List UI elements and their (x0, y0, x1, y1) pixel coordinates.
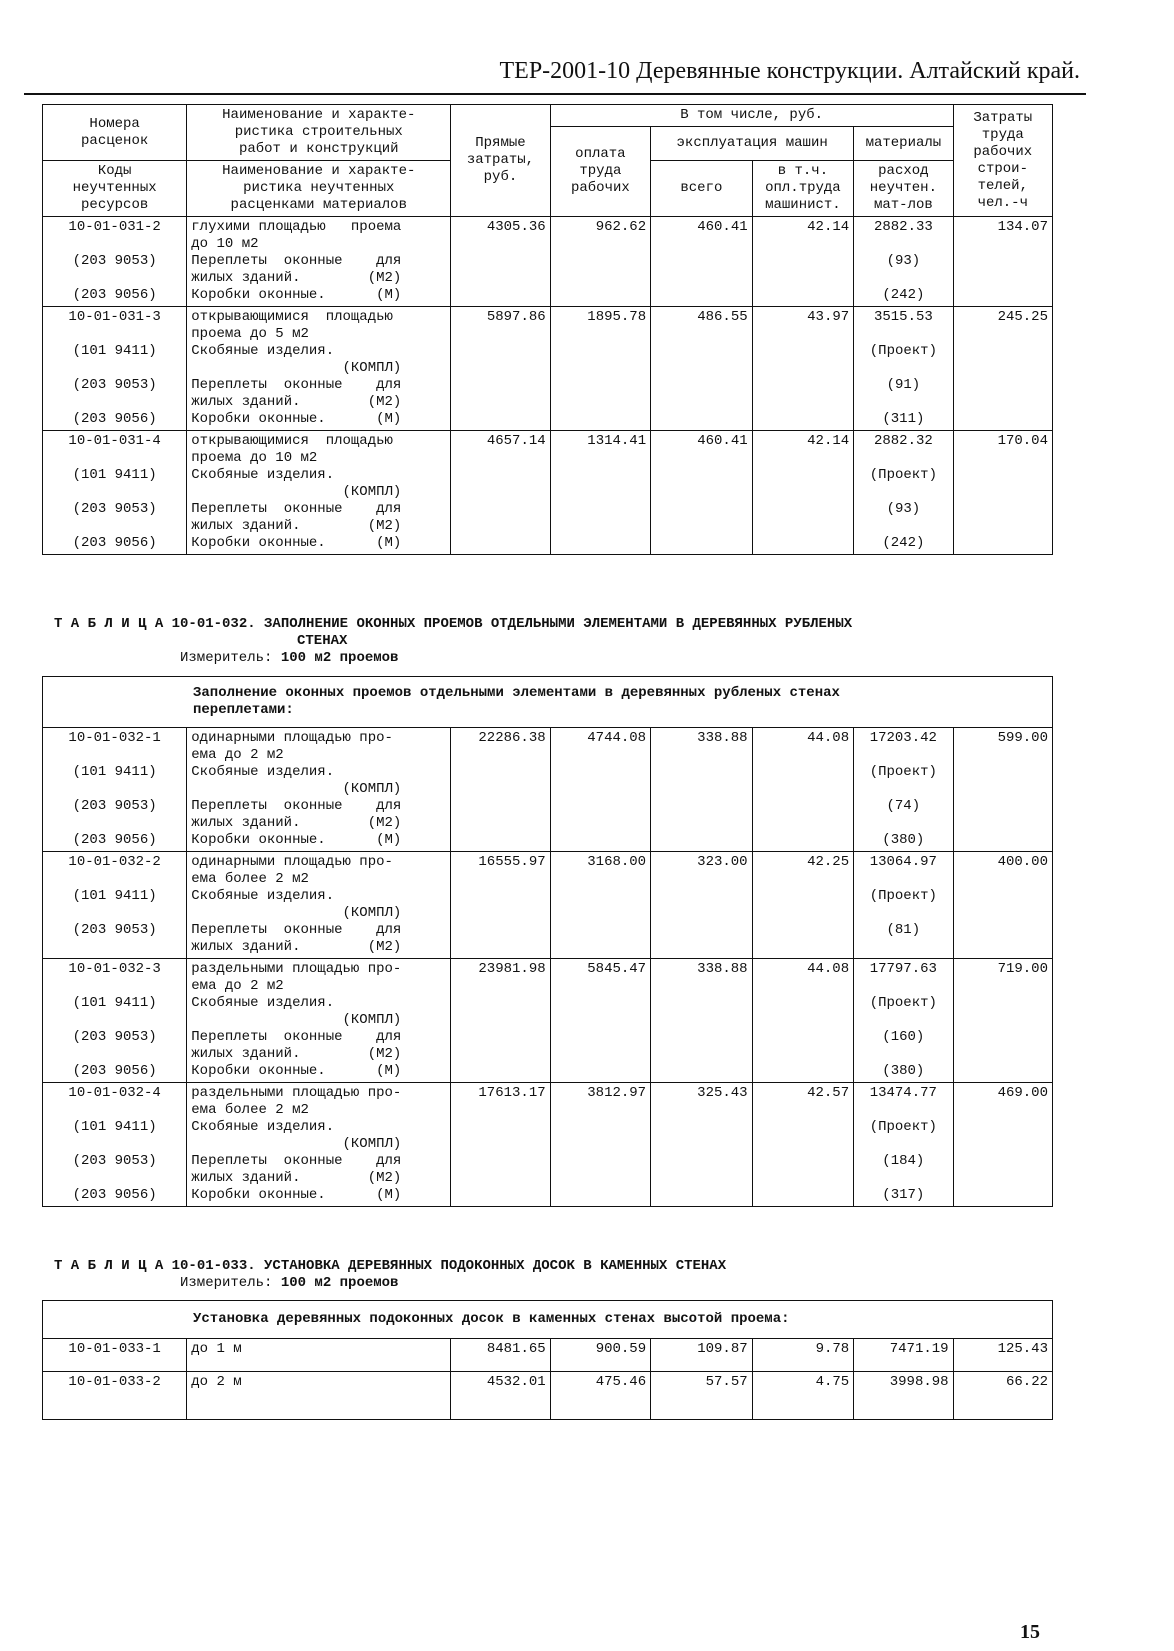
col-machines-total-header: всего (651, 161, 753, 217)
text-line: Номера (89, 115, 140, 132)
header-rule (24, 93, 1086, 95)
measure-unit (54, 650, 1054, 667)
materials-cell (854, 307, 953, 431)
col-labor-pay-header (550, 127, 650, 217)
value-labor: 475.46 (550, 1372, 650, 1420)
resource-name-line: жилых зданий. (М2) (191, 815, 402, 831)
table-row (43, 217, 1053, 307)
text-line: в т.ч. (777, 163, 829, 179)
resource-name-line: жилых зданий. (М2) (191, 394, 402, 410)
value-mach-incl: 42.25 (752, 852, 854, 959)
resource-qty: (317) (882, 1187, 925, 1203)
text-line: расход (878, 163, 929, 179)
resource-name-line: Переплеты оконные для (191, 798, 402, 814)
text-line: ема более 2 м2 (191, 871, 309, 887)
value-materials: 2882.32 (873, 433, 933, 449)
resource-qty: (311) (882, 411, 925, 427)
resource-qty: (380) (882, 1063, 925, 1079)
table-header (43, 105, 1053, 217)
resource-code: (203 9053) (72, 798, 157, 814)
text-line: открывающимися площадью (191, 433, 393, 449)
resource-qty: (160) (882, 1029, 925, 1045)
rate-name-cell (187, 852, 451, 959)
resource-name-line: (КОМПЛ) (191, 484, 402, 500)
text-line: чел.-ч (977, 194, 1028, 211)
resource-code: (203 9053) (72, 253, 157, 269)
resource-qty: (184) (882, 1153, 925, 1169)
resource-qty: (380) (882, 832, 925, 848)
resource-name-line: Коробки оконные. (М) (191, 535, 402, 551)
value-labor-hours: 66.22 (953, 1372, 1052, 1420)
text-line: труда (981, 126, 1024, 143)
col-machines-incl-header (752, 161, 854, 217)
resource-code: (203 9056) (72, 411, 157, 427)
value-labor: 3812.97 (550, 1083, 650, 1207)
value-materials: 17203.42 (869, 730, 937, 746)
value-mach-incl: 42.57 (752, 1083, 854, 1207)
resource-code: (203 9053) (72, 922, 157, 938)
value-mach: 460.41 (651, 431, 753, 555)
resource-name-line: жилых зданий. (М2) (191, 939, 402, 955)
value-direct: 17613.17 (451, 1083, 550, 1207)
table-title-032 (54, 616, 1054, 667)
resource-code: (101 9411) (72, 888, 157, 904)
value-labor: 3168.00 (550, 852, 650, 959)
resource-name-line: (КОМПЛ) (191, 781, 402, 797)
rate-name-cell (187, 728, 451, 852)
value-direct: 22286.38 (451, 728, 550, 852)
resource-name-line: Переплеты оконные для (191, 253, 402, 269)
col-rate-numbers-header (43, 105, 187, 161)
resource-name-line: Коробки оконные. (М) (191, 1187, 402, 1203)
table-row (43, 1083, 1053, 1207)
col-work-name-header (187, 105, 451, 161)
table-row (43, 431, 1053, 555)
table-body (43, 217, 1053, 555)
text-line: машинист. (765, 197, 841, 213)
rate-code-cell (43, 307, 187, 431)
resource-name-line: (КОМПЛ) (191, 905, 402, 921)
value-labor-hours: 719.00 (953, 959, 1053, 1083)
value-mach-incl: 4.75 (752, 1372, 854, 1420)
text-line: ристика строительных (234, 124, 403, 140)
rate-name-cell (187, 959, 451, 1083)
resource-code: (101 9411) (72, 764, 157, 780)
text-line: ема более 2 м2 (191, 1102, 309, 1118)
value-mach: 486.55 (651, 307, 753, 431)
resource-qty: (Проект) (869, 995, 937, 1011)
rate-code: 10-01-031-3 (68, 309, 161, 325)
value-labor: 1895.78 (550, 307, 650, 431)
text-line: проема до 5 м2 (191, 326, 309, 342)
resource-code: (203 9056) (72, 535, 157, 551)
value-materials: 7471.19 (854, 1339, 953, 1372)
rate-code-cell (43, 959, 187, 1083)
text-line: расценками материалов (230, 197, 407, 213)
resource-name-line: (КОМПЛ) (191, 360, 402, 376)
value-labor-hours: 125.43 (953, 1339, 1052, 1372)
table-title-033 (54, 1258, 1054, 1292)
value-mach-incl: 42.14 (752, 217, 854, 307)
rate-code: 10-01-032-4 (68, 1085, 161, 1101)
value-mach-incl: 44.08 (752, 959, 854, 1083)
table-title-line: Т А Б Л И Ц А 10-01-033. УСТАНОВКА ДЕРЕВЯННЫХ ПОДОКОННЫХ ДОСОК В КАМЕННЫХ СТЕНАХ (54, 1258, 727, 1274)
col-material-name-header (187, 161, 451, 217)
resource-qty: (93) (886, 501, 921, 517)
resource-name-line: Скобяные изделия. (191, 467, 335, 483)
resource-name-line: Коробки оконные. (М) (191, 1063, 402, 1079)
materials-cell (854, 217, 953, 307)
resource-code: (101 9411) (72, 343, 157, 359)
resource-qty: (Проект) (869, 467, 937, 483)
resource-name-line: Переплеты оконные для (191, 501, 402, 517)
table-row (43, 959, 1053, 1083)
resource-qty: (81) (886, 922, 921, 938)
table-body (43, 728, 1053, 1207)
col-labor-hours-header (953, 105, 1052, 217)
resource-name-line: Скобяные изделия. (191, 764, 335, 780)
value-mach-incl: 44.08 (752, 728, 854, 852)
materials-cell (854, 959, 953, 1083)
resource-qty: (93) (886, 253, 921, 269)
rates-table-032 (42, 676, 1053, 1207)
value-mach: 325.43 (651, 1083, 753, 1207)
rate-name-cell (187, 307, 451, 431)
value-materials: 3515.53 (873, 309, 933, 325)
materials-cell (854, 431, 953, 555)
rate-code: 10-01-031-4 (68, 433, 161, 449)
text-line: труда (579, 163, 622, 179)
rate-code-cell (43, 852, 187, 959)
resource-name-line: жилых зданий. (М2) (191, 1046, 402, 1062)
value-labor: 5845.47 (550, 959, 650, 1083)
col-direct-costs-header (451, 105, 550, 217)
resource-code: (203 9053) (72, 501, 157, 517)
value-mach-incl: 42.14 (752, 431, 854, 555)
value-labor-hours: 599.00 (953, 728, 1053, 852)
table-row (43, 852, 1053, 959)
value-mach-incl: 43.97 (752, 307, 854, 431)
value-mach: 323.00 (651, 852, 753, 959)
value-labor-hours: 134.07 (953, 217, 1052, 307)
text-line: телей, (977, 177, 1028, 194)
text-line: руб. (483, 169, 518, 185)
resource-qty: (Проект) (869, 1119, 937, 1135)
rates-table-031 (42, 104, 1053, 555)
rate-name-cell (187, 217, 451, 307)
text-line: ристика неучтенных (243, 180, 395, 196)
value-materials: 13474.77 (869, 1085, 937, 1101)
text-line: Коды (97, 163, 132, 179)
resource-code: (203 9056) (72, 832, 157, 848)
text-line: рабочих (973, 143, 1033, 160)
col-materials-sub-header (854, 161, 953, 217)
resource-name-line: Скобяные изделия. (191, 1119, 335, 1135)
resource-code: (203 9056) (72, 287, 157, 303)
text-line: работ и конструкций (238, 141, 399, 157)
section-heading: Установка деревянных подоконных досок в каменных стенах высотой проема: (43, 1301, 1053, 1339)
resource-name-line: Переплеты оконные для (191, 922, 402, 938)
resource-name-line: (КОМПЛ) (191, 1012, 402, 1028)
rate-code-cell (43, 431, 187, 555)
text-line: мат-лов (873, 197, 933, 213)
text-line: рабочих (570, 180, 630, 196)
text-line: одинарными площадью про- (191, 730, 393, 746)
text-line: глухими площадью проема (191, 219, 402, 235)
resource-qty: (Проект) (869, 343, 937, 359)
value-mach: 338.88 (651, 728, 753, 852)
value-materials: 13064.97 (869, 854, 937, 870)
table-row (43, 728, 1053, 852)
col-including-header: В том числе, руб. (550, 105, 953, 127)
resource-name-line: Скобяные изделия. (191, 995, 335, 1011)
value-mach-incl: 9.78 (752, 1339, 854, 1372)
text-line: до 10 м2 (191, 236, 259, 252)
text-line: неучтенных (72, 180, 157, 196)
text-line: Наименование и характе- (222, 107, 416, 123)
resource-name-line: Скобяные изделия. (191, 888, 335, 904)
measure-label: Измеритель: (180, 1275, 273, 1291)
resource-name-line: Переплеты оконные для (191, 1029, 402, 1045)
value-mach: 57.57 (651, 1372, 753, 1420)
resource-code: (203 9053) (72, 1029, 157, 1045)
text-line: расценок (81, 132, 149, 149)
resource-code: (203 9056) (72, 1063, 157, 1079)
resource-code: (101 9411) (72, 995, 157, 1011)
table-title-line: СТЕНАХ (297, 633, 348, 649)
resource-qty: (242) (882, 287, 925, 303)
text-line: ресурсов (81, 197, 149, 213)
text-line: проема до 10 м2 (191, 450, 318, 466)
resource-code: (203 9053) (72, 377, 157, 393)
value-direct: 8481.65 (451, 1339, 550, 1372)
rate-name: до 1 м (187, 1339, 451, 1372)
resource-name-line: жилых зданий. (М2) (191, 518, 402, 534)
value-direct: 4532.01 (451, 1372, 550, 1420)
measure-unit (54, 1275, 1054, 1292)
value-labor-hours: 245.25 (953, 307, 1052, 431)
value-mach: 109.87 (651, 1339, 753, 1372)
resource-name-line: жилых зданий. (М2) (191, 270, 402, 286)
rates-table-033 (42, 1300, 1053, 1420)
measure-label: Измеритель: (180, 650, 273, 666)
measure-value: 100 м2 проемов (280, 650, 399, 666)
col-resource-codes-header (43, 161, 187, 217)
resource-name-line: Коробки оконные. (М) (191, 832, 402, 848)
rate-code: 10-01-032-3 (68, 961, 161, 977)
text-line: одинарными площадью про- (191, 854, 393, 870)
section-heading-line: Заполнение оконных проемов отдельными элементами в деревянных рубленых стенах (193, 685, 840, 701)
value-direct: 4305.36 (451, 217, 550, 307)
section-heading-line: переплетами: (193, 702, 294, 718)
table-title-line: Т А Б Л И Ц А 10-01-032. ЗАПОЛНЕНИЕ ОКОННЫХ ПРОЕМОВ ОТДЕЛЬНЫМИ ЭЛЕМЕНТАМИ В ДЕРЕВЯННЫХ РУБЛЕНЫХ (54, 616, 853, 632)
value-materials: 17797.63 (869, 961, 937, 977)
text-line: раздельными площадью про- (191, 961, 402, 977)
text-line: оплата (575, 146, 626, 162)
value-labor-hours: 400.00 (953, 852, 1053, 959)
table-row (43, 307, 1053, 431)
resource-code: (203 9056) (72, 1187, 157, 1203)
text-line: Прямые (475, 135, 526, 151)
rate-name: до 2 м (187, 1372, 451, 1420)
rate-code-cell (43, 217, 187, 307)
materials-cell (854, 852, 953, 959)
section-heading (43, 677, 1053, 728)
value-direct: 5897.86 (451, 307, 550, 431)
text-line: ема до 2 м2 (191, 978, 284, 994)
rate-name-cell (187, 1083, 451, 1207)
resource-qty: (Проект) (869, 764, 937, 780)
col-machines-header: эксплуатация машин (651, 127, 854, 161)
rate-name-cell (187, 431, 451, 555)
resource-name-line: Переплеты оконные для (191, 377, 402, 393)
resource-code: (101 9411) (72, 1119, 157, 1135)
materials-cell (854, 1083, 953, 1207)
text-line: открывающимися площадью (191, 309, 393, 325)
rate-code: 10-01-033-2 (43, 1372, 187, 1420)
value-direct: 16555.97 (451, 852, 550, 959)
value-labor: 900.59 (550, 1339, 650, 1372)
text-line: раздельными площадью про- (191, 1085, 402, 1101)
resource-name-line: Коробки оконные. (М) (191, 287, 402, 303)
rate-code: 10-01-032-1 (68, 730, 161, 746)
value-mach: 460.41 (651, 217, 753, 307)
text-line: ема до 2 м2 (191, 747, 284, 763)
value-materials: 3998.98 (854, 1372, 953, 1420)
page-number: 15 (1020, 1621, 1040, 1643)
text-line: неучтен. (869, 180, 937, 196)
table-body (43, 1339, 1053, 1420)
value-labor-hours: 469.00 (953, 1083, 1053, 1207)
resource-code: (203 9053) (72, 1153, 157, 1169)
resource-name-line: Переплеты оконные для (191, 1153, 402, 1169)
resource-name-line: Скобяные изделия. (191, 343, 335, 359)
resource-name-line: (КОМПЛ) (191, 1136, 402, 1152)
rate-code-cell (43, 728, 187, 852)
resource-qty: (242) (882, 535, 925, 551)
value-mach: 338.88 (651, 959, 753, 1083)
value-direct: 23981.98 (451, 959, 550, 1083)
table-row (43, 1339, 1053, 1372)
value-labor: 1314.41 (550, 431, 650, 555)
materials-cell (854, 728, 953, 852)
resource-qty: (Проект) (869, 888, 937, 904)
table-row (43, 1372, 1053, 1420)
resource-name-line: жилых зданий. (М2) (191, 1170, 402, 1186)
rate-code-cell (43, 1083, 187, 1207)
value-labor-hours: 170.04 (953, 431, 1052, 555)
rate-code: 10-01-031-2 (68, 219, 161, 235)
resource-code: (101 9411) (72, 467, 157, 483)
page-header-title: ТЕР-2001-10 Деревянные конструкции. Алтайский край. (499, 58, 1080, 84)
value-labor: 4744.08 (550, 728, 650, 852)
col-materials-header: материалы (854, 127, 953, 161)
value-direct: 4657.14 (451, 431, 550, 555)
text-line: Затраты (973, 109, 1033, 126)
text-line: Наименование и характе- (222, 163, 416, 179)
measure-value: 100 м2 проемов (280, 1275, 399, 1291)
text-line: опл.труда (765, 180, 841, 196)
rate-code: 10-01-033-1 (43, 1339, 187, 1372)
value-labor: 962.62 (550, 217, 650, 307)
resource-name-line: Коробки оконные. (М) (191, 411, 402, 427)
resource-qty: (91) (886, 377, 921, 393)
rate-code: 10-01-032-2 (68, 854, 161, 870)
text-line: строи- (977, 160, 1028, 177)
text-line: затраты, (466, 152, 535, 168)
resource-qty: (74) (886, 798, 921, 814)
value-materials: 2882.33 (873, 219, 933, 235)
